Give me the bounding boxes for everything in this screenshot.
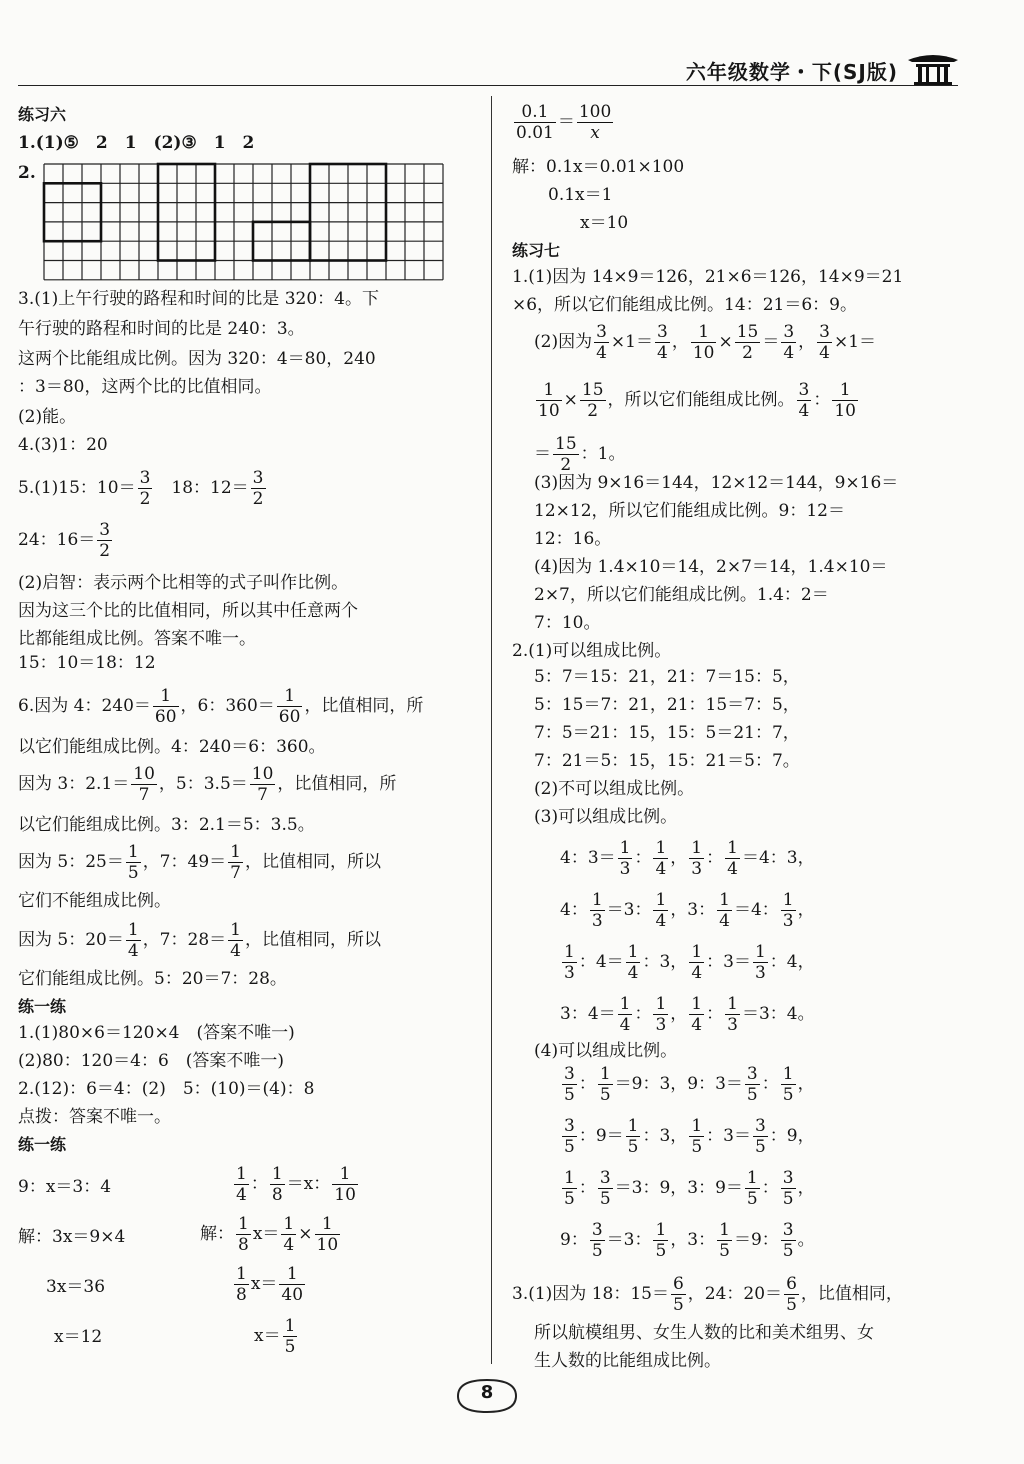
fraction-text: ：9，	[769, 1126, 815, 1146]
fraction-text: ：4＝	[578, 952, 624, 972]
fraction-text: ，3：	[670, 900, 716, 920]
fraction: $\frac{1}{5}$	[691, 1116, 703, 1157]
answer-line: 12：16。	[534, 529, 612, 549]
answer-line: 5：7＝15：21，21：7＝15：5，	[534, 667, 800, 687]
fraction-text: ＝3：	[606, 900, 652, 920]
fraction-line	[560, 1064, 815, 1105]
answer-line: (2)不可以组成比例。	[534, 779, 695, 799]
fraction-text: ＝4：3，	[741, 848, 815, 868]
answer-line: (4)可以组成比例。	[534, 1041, 678, 1061]
fraction: $\frac{3}{5}$	[599, 1168, 611, 1209]
fraction: $\frac{3}{5}$	[754, 1116, 766, 1157]
fraction-text: ＝3：9，3：9＝	[614, 1178, 743, 1198]
fraction-line	[560, 1220, 815, 1261]
fraction: $\frac{1}{4}$	[619, 994, 631, 1035]
fraction-text: ：3＝	[706, 1126, 751, 1146]
fraction: $\frac{1}{4}$	[627, 942, 639, 983]
page-number-badge	[452, 1376, 522, 1416]
answer-line: 7：5＝21：15，15：5＝21：7，	[534, 723, 800, 743]
fraction-text: ＝9：3，9：3＝	[614, 1074, 743, 1094]
equation-line: x＝ $\frac{1}{5}$	[254, 1316, 296, 1357]
answer-line: 2.(1)可以组成比例。	[512, 641, 672, 661]
fraction-line	[560, 1116, 815, 1157]
answer-line: 2×7，所以它们能组成比例。1.4：2＝	[534, 585, 829, 605]
book-title: 六年级数学・下(SJ版)	[685, 60, 898, 84]
fraction: $\frac{1}{4}$	[719, 890, 730, 931]
fraction-text: ：	[706, 848, 724, 868]
answer-line: 生人数的比能组成比例。	[534, 1351, 721, 1371]
fraction-text: ：3，	[642, 952, 688, 972]
answer-line: 5.(1)15：10＝ $\frac{3}{2}$ 18：12＝ $\frac{3}{2}$	[18, 468, 264, 509]
answer-line: (4)因为 1.4×10＝14，2×7＝14，1.4×10＝	[534, 557, 888, 577]
answer-line: 2.(12)：6＝4：(2) 5：(10)＝(4)：8	[18, 1079, 315, 1099]
fraction-text: ：3＝	[706, 952, 751, 972]
fraction-text: 4：3＝	[560, 848, 616, 868]
equation-line: 9：x＝3：4	[18, 1177, 112, 1197]
fraction: $\frac{1}{3}$	[591, 890, 603, 931]
fraction-text: 9：	[560, 1230, 588, 1250]
fraction-text: ：	[761, 1074, 779, 1094]
fraction: $\frac{1}{3}$	[691, 838, 703, 879]
fraction-line	[560, 942, 815, 983]
equation-line: x＝12	[54, 1327, 103, 1347]
answer-line: 15：10＝18：12	[18, 653, 156, 673]
fraction-line	[560, 890, 815, 931]
fraction-text: ：	[761, 1178, 779, 1198]
header-rule	[18, 85, 958, 86]
answer-line: 所以航模组男、女生人数的比和美术组男、女	[534, 1323, 874, 1343]
answer-line: 1.(1)⑤ 2 1 (2)③ 1 2	[18, 133, 255, 153]
page-header	[18, 52, 962, 86]
equation-line: 0.1x＝1	[548, 185, 613, 205]
answer-line: 5：15＝7：21，21：15＝7：5，	[534, 695, 800, 715]
section-title: 练一练	[18, 1135, 67, 1154]
answer-line: ×6，所以它们能组成比例。14：21＝6：9。	[512, 295, 857, 315]
fraction: $\frac{1}{5}$	[746, 1168, 758, 1209]
fraction: $\frac{1}{4}$	[655, 838, 667, 879]
equation-line: x＝10	[580, 213, 629, 233]
fraction: $\frac{3}{5}$	[782, 1168, 794, 1209]
equation-line: 解： $\frac{1}{8}$ x＝ $\frac{1}{4}$ × $\frac{1}{10}$	[200, 1214, 339, 1255]
fraction-text: ＝4：	[733, 900, 779, 920]
grid-figure	[42, 162, 446, 282]
answer-line: 比都能组成比例。答案不唯一。	[18, 629, 256, 649]
fraction: $\frac{1}{4}$	[691, 994, 703, 1035]
section-title: 练一练	[18, 997, 67, 1016]
fraction: $\frac{1}{3}$	[619, 838, 631, 879]
fraction-line	[560, 838, 815, 879]
fraction: $\frac{1}{3}$	[754, 942, 766, 983]
fraction-text: 3：4＝	[560, 1004, 616, 1024]
section-title: 练习七	[512, 241, 561, 260]
equation-line: 解：0.1x＝0.01×100	[512, 157, 685, 177]
answer-line: 2.	[18, 163, 36, 183]
equation-line: $\frac{0.1}{0.01}$ ＝ $\frac{100}{x}$	[516, 102, 612, 143]
fraction: $\frac{1}{5}$	[627, 1116, 639, 1157]
answer-line: 3.(1)上午行驶的路程和时间的比是 320：4。下	[18, 289, 379, 309]
fraction-text: ：9＝	[578, 1126, 624, 1146]
fraction: $\frac{3}{5}$	[782, 1220, 794, 1261]
answer-line: 12×12，所以它们能组成比例。9：12＝	[534, 501, 845, 521]
fraction: $\frac{3}{5}$	[746, 1064, 758, 1105]
fraction-text: ＝3：4。	[741, 1004, 815, 1024]
fraction-text: ＝3：	[606, 1230, 652, 1250]
answer-line: (2)启智：表示两个比相等的式子叫作比例。	[18, 573, 349, 593]
answer-line: 6.因为 4：240＝ $\frac{1}{60}$ ，6：360＝ $\frac{1}{60}$ ，比值相同，所	[18, 686, 424, 727]
answer-line: 1.(1)因为 14×9＝126，21×6＝126，14×9＝21	[512, 267, 904, 287]
answer-line: 4.(3)1：20	[18, 435, 108, 455]
answer-line: 以它们能组成比例。3：2.1＝5：3.5。	[18, 815, 315, 835]
pagoda-icon	[906, 52, 960, 86]
drawn-rectangle	[44, 183, 101, 241]
answer-line: ＝ $\frac{15}{2}$ ：1。	[534, 434, 626, 475]
fraction: $\frac{1}{5}$	[655, 1220, 667, 1261]
answer-line: (2)因为 $\frac{3}{4}$ ×1＝ $\frac{3}{4}$ ， $\frac{1}{10}$ × $\frac{15}{2}$ ＝ $\frac{3}{4}$ ， $\frac{3}{4}$ ×1＝	[534, 322, 877, 363]
equation-line: $\frac{1}{8}$ x＝ $\frac{1}{40}$	[236, 1264, 304, 1305]
equation-line: $\frac{1}{4}$ ： $\frac{1}{8}$ ＝x： $\frac{1}{10}$	[236, 1164, 356, 1205]
answer-line: (3)可以组成比例。	[534, 807, 678, 827]
fraction-text: 4：	[560, 900, 588, 920]
answer-line: (2)80：120＝4：6 (答案不唯一)	[18, 1051, 285, 1071]
answer-line: (2)能。	[18, 407, 77, 427]
drawn-rectangle	[158, 164, 215, 261]
fraction-line	[560, 994, 815, 1035]
fraction-text: ：	[578, 1178, 596, 1198]
fraction-text: ：3，	[642, 1126, 688, 1146]
answer-line: $\frac{1}{10}$ × $\frac{15}{2}$ ，所以它们能组成比例。 $\frac{3}{4}$ ： $\frac{1}{10}$	[538, 380, 856, 421]
fraction: $\frac{3}{5}$	[564, 1064, 575, 1105]
answer-line: 3.(1)因为 18：15＝ $\frac{6}{5}$ ，24：20＝ $\frac{6}{5}$ ，比值相同，	[512, 1274, 903, 1315]
fraction: $\frac{1}{3}$	[782, 890, 794, 931]
answer-line: 因为这三个比的比值相同，所以其中任意两个	[18, 601, 358, 621]
answer-line: 1.(1)80×6＝120×4 (答案不唯一)	[18, 1023, 295, 1043]
fraction-text: ，	[797, 1074, 815, 1094]
fraction: $\frac{3}{5}$	[591, 1220, 603, 1261]
fraction: $\frac{1}{4}$	[655, 890, 667, 931]
fraction: $\frac{3}{5}$	[564, 1116, 575, 1157]
answer-line: 点拨：答案不唯一。	[18, 1107, 171, 1127]
answer-line: 7：10。	[534, 613, 601, 633]
fraction-text: ：	[634, 1004, 652, 1024]
fraction-text: 。	[797, 1230, 815, 1250]
answer-line: (3)因为 9×16＝144，12×12＝144，9×16＝	[534, 473, 899, 493]
answer-line: 7：21＝5：15，15：21＝5：7。	[534, 751, 800, 771]
fraction: $\frac{1}{4}$	[727, 838, 738, 879]
fraction-text: ，3：	[670, 1230, 716, 1250]
fraction: $\frac{1}{5}$	[599, 1064, 611, 1105]
fraction: $\frac{1}{3}$	[564, 942, 575, 983]
answer-line: 午行驶的路程和时间的比是 240：3。	[18, 319, 305, 339]
fraction: $\frac{1}{5}$	[782, 1064, 794, 1105]
fraction: $\frac{1}{3}$	[727, 994, 738, 1035]
answer-line: 24：16＝ $\frac{3}{2}$	[18, 520, 111, 561]
fraction-text: ，	[797, 900, 815, 920]
answer-line: 因为 5：25＝ $\frac{1}{5}$ ，7：49＝ $\frac{1}{7}$ ，比值相同，所以	[18, 842, 381, 883]
section-title: 练习六	[18, 105, 67, 124]
answer-line: 这两个比能组成比例。因为 320：4＝80，240	[18, 349, 376, 369]
fraction: $\frac{1}{4}$	[691, 942, 703, 983]
fraction: $\frac{1}{5}$	[719, 1220, 730, 1261]
fraction-line	[560, 1168, 815, 1209]
answer-line: 以它们能组成比例。4：240＝6：360。	[18, 737, 326, 757]
fraction-text: ，	[670, 1004, 688, 1024]
equation-line: 3x＝36	[46, 1277, 106, 1297]
answer-line: 它们不能组成比例。	[18, 891, 171, 911]
answer-line: ：3＝80，这两个比的比值相同。	[18, 377, 272, 397]
fraction-text: ，	[670, 848, 688, 868]
answer-line: 因为 3：2.1＝ $\frac{10}{7}$ ，5：3.5＝ $\frac{10}{7}$ ，比值相同，所	[18, 764, 397, 805]
fraction-text: ＝9：	[733, 1230, 779, 1250]
equation-line: 解：3x＝9×4	[18, 1227, 126, 1247]
fraction-text: ，	[797, 1178, 815, 1198]
fraction: $\frac{1}{3}$	[655, 994, 667, 1035]
answer-line: 因为 5：20＝ $\frac{1}{4}$ ，7：28＝ $\frac{1}{4}$ ，比值相同，所以	[18, 920, 381, 961]
fraction-text: ：	[706, 1004, 724, 1024]
fraction: $\frac{1}{5}$	[564, 1168, 575, 1209]
fraction-text: ：4，	[769, 952, 815, 972]
page-number: 8	[480, 1382, 494, 1403]
column-divider	[491, 96, 492, 1364]
fraction-text: ：	[634, 848, 652, 868]
fraction-text: ：	[578, 1074, 596, 1094]
answer-line: 它们能组成比例。5：20＝7：28。	[18, 969, 287, 989]
